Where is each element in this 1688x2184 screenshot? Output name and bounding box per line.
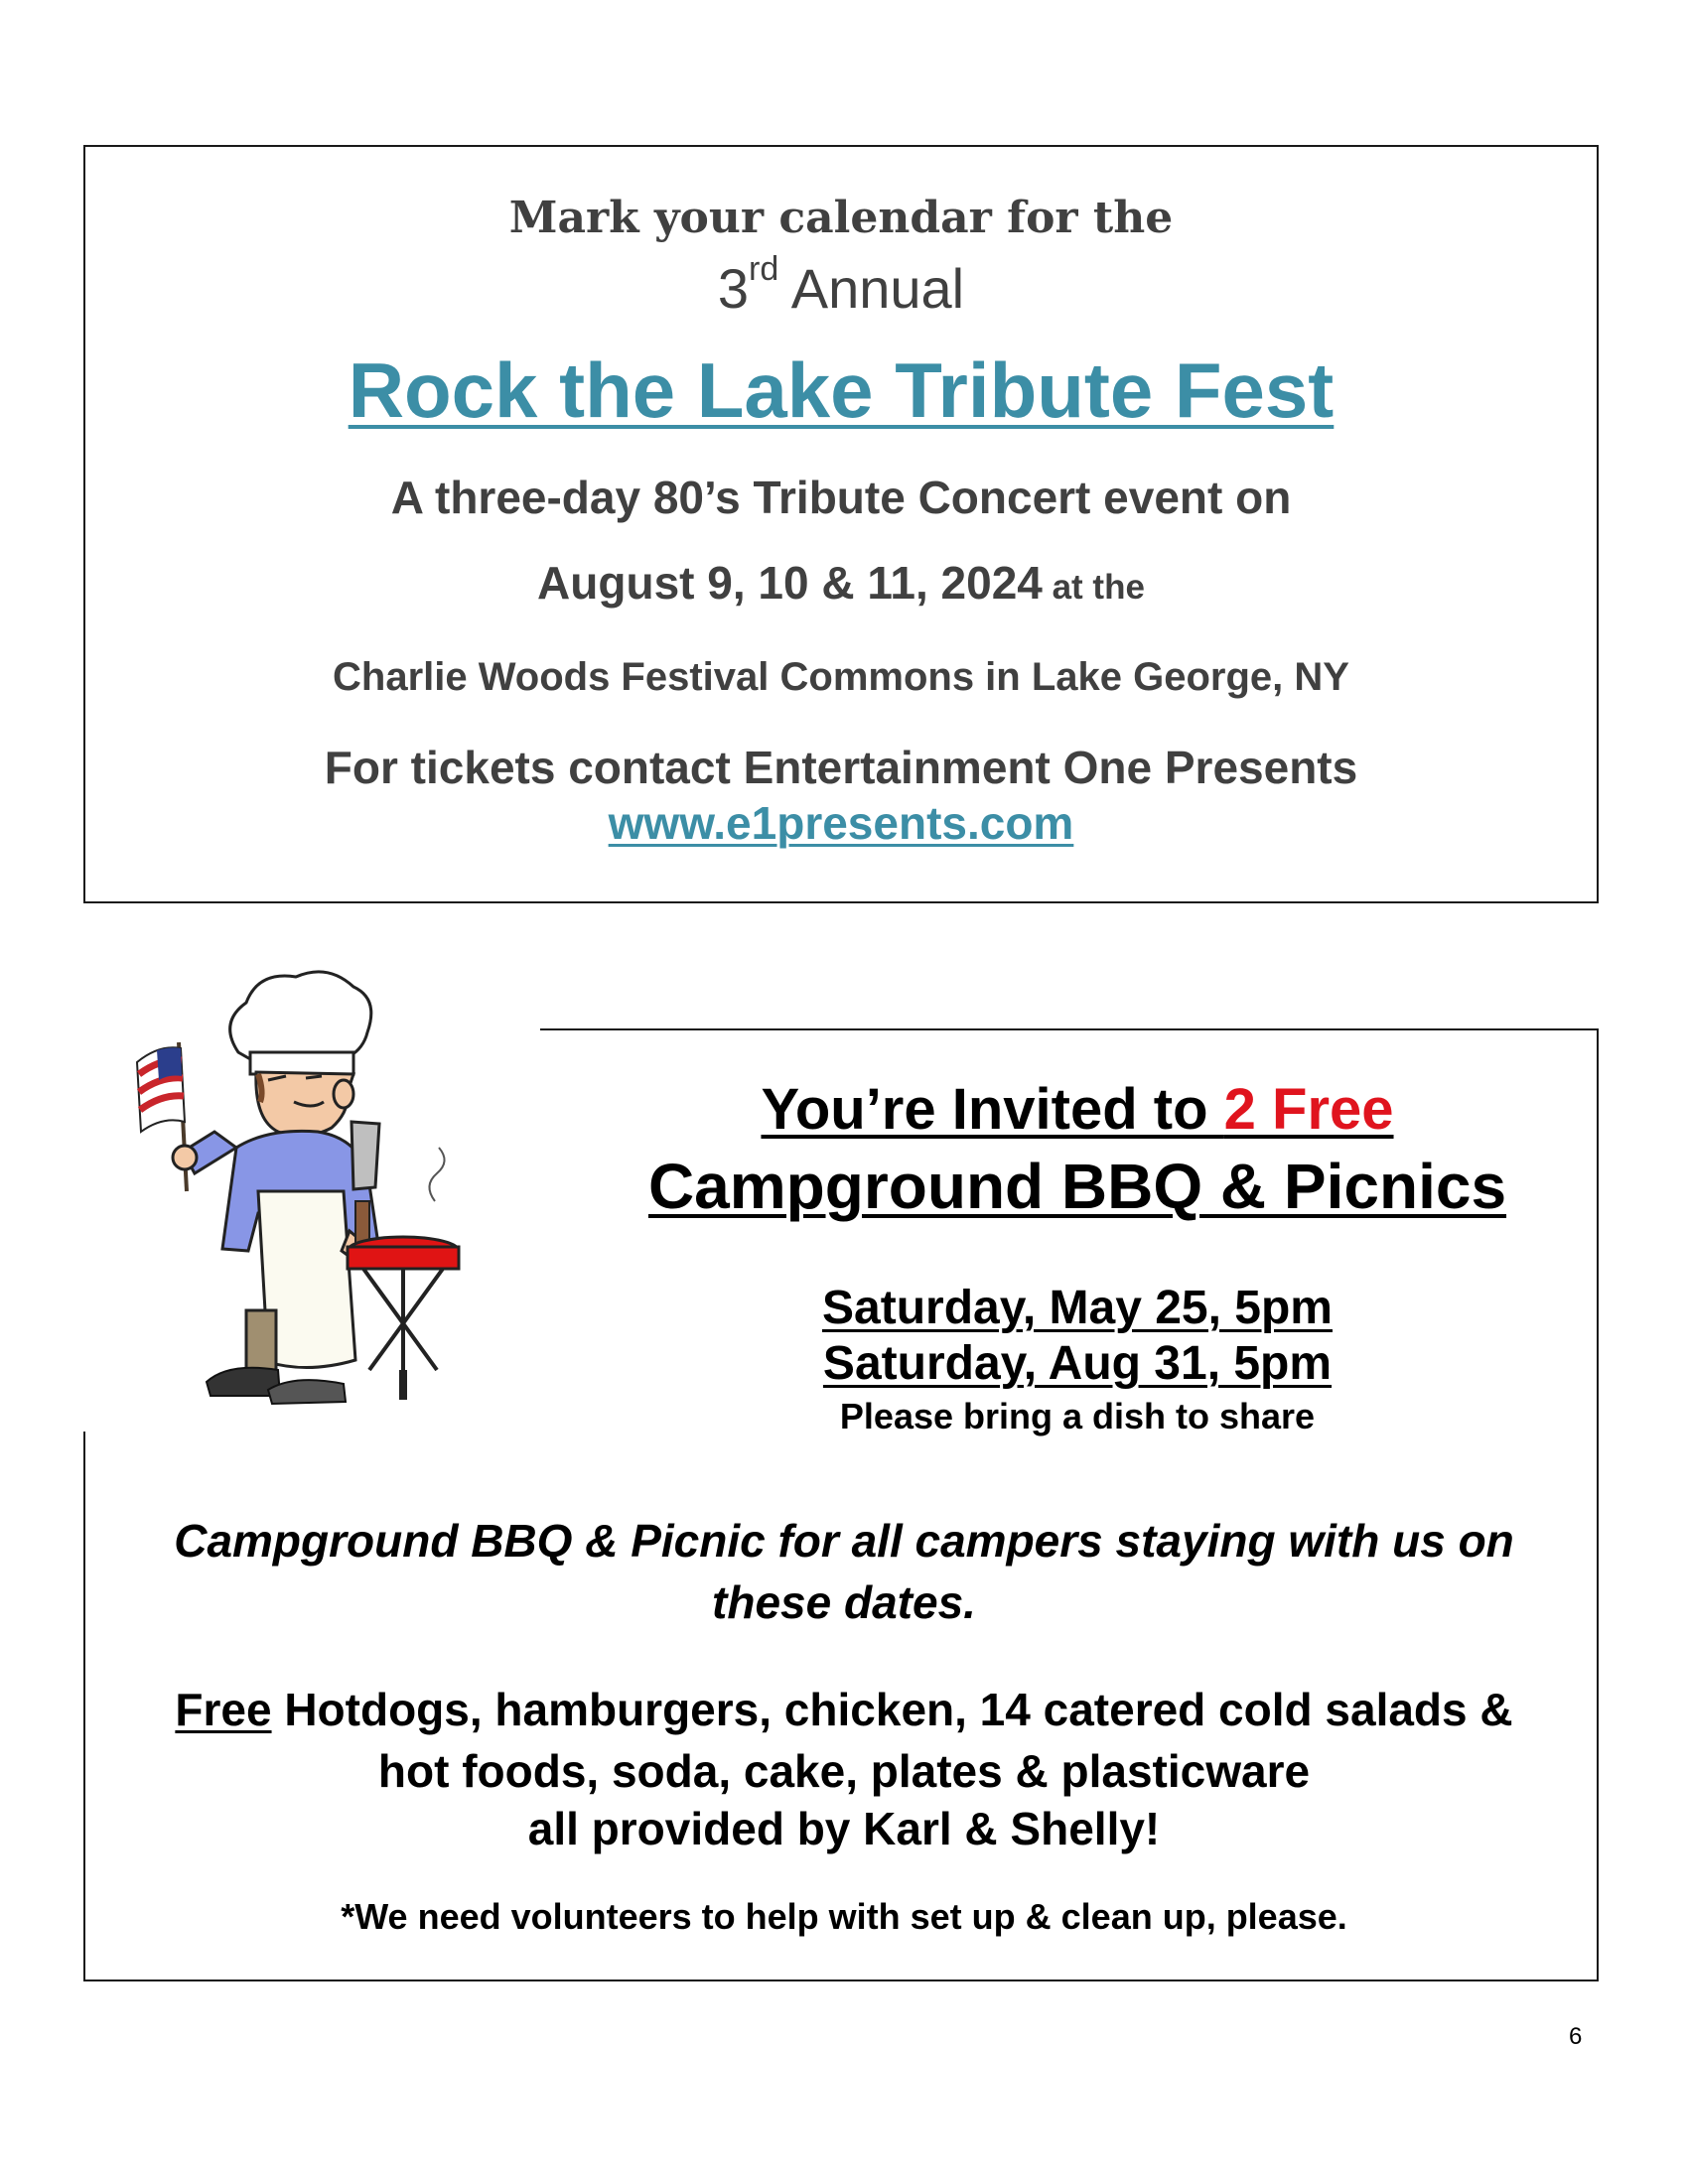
fest-title: Rock the Lake Tribute Fest [348,346,1335,434]
bbq-date-2: Saturday, Aug 31, 5pm [822,1337,1333,1390]
annual-suffix: rd [749,250,779,288]
grill-icon [348,1237,459,1400]
annual-line [85,250,1597,321]
event-dates-suffix: at the [1042,568,1145,607]
food-line-3: all provided by Karl & Shelly! [527,1803,1161,1854]
free-word: Free [175,1684,272,1735]
annual-number: 3 [717,257,750,320]
food-line-1 [99,1684,1589,1736]
chef-grilling-clipart-icon [119,953,487,1430]
bbq-invite-line [576,1076,1579,1143]
bbq-title: Campground BBQ & Picnics [647,1151,1507,1222]
chef-hat-icon [230,972,371,1074]
tickets-line: For tickets contact Entertainment One Presents [324,742,1358,793]
bbq-description-line-1: Campground BBQ & Picnic for all campers staying with us on [174,1515,1514,1567]
annual-word: Annual [778,257,965,320]
food-line-1-rest: Hotdogs, hamburgers, chicken, 14 catered cold salads & [271,1684,1513,1735]
invite-free-count: 2 Free [1223,1077,1394,1142]
event-dates: August 9, 10 & 11, 2024 [537,557,1043,609]
tickets-url-link[interactable]: www.e1presents.com [608,797,1074,849]
mark-calendar-line: Mark your calendar for the [508,193,1174,243]
american-flag-icon [137,1047,185,1132]
three-day-line: A three-day 80’s Tribute Concert event on [390,472,1292,523]
bbq-date-1: Saturday, May 25, 5pm [822,1282,1333,1334]
volunteer-note: *We need volunteers to help with set up & clean up, please. [341,1896,1347,1937]
venue-line: Charlie Woods Festival Commons in Lake George, NY [333,655,1349,699]
bring-dish-note: Please bring a dish to share [839,1396,1316,1436]
invite-prefix: You’re Invited to [761,1077,1224,1142]
page-number: 6 [1569,2023,1583,2050]
event-dates-line [85,556,1597,610]
bbq-description-line-2: these dates. [712,1576,976,1628]
food-line-2: hot foods, soda, cake, plates & plasticware [377,1745,1311,1797]
tribute-fest-box [83,145,1599,903]
